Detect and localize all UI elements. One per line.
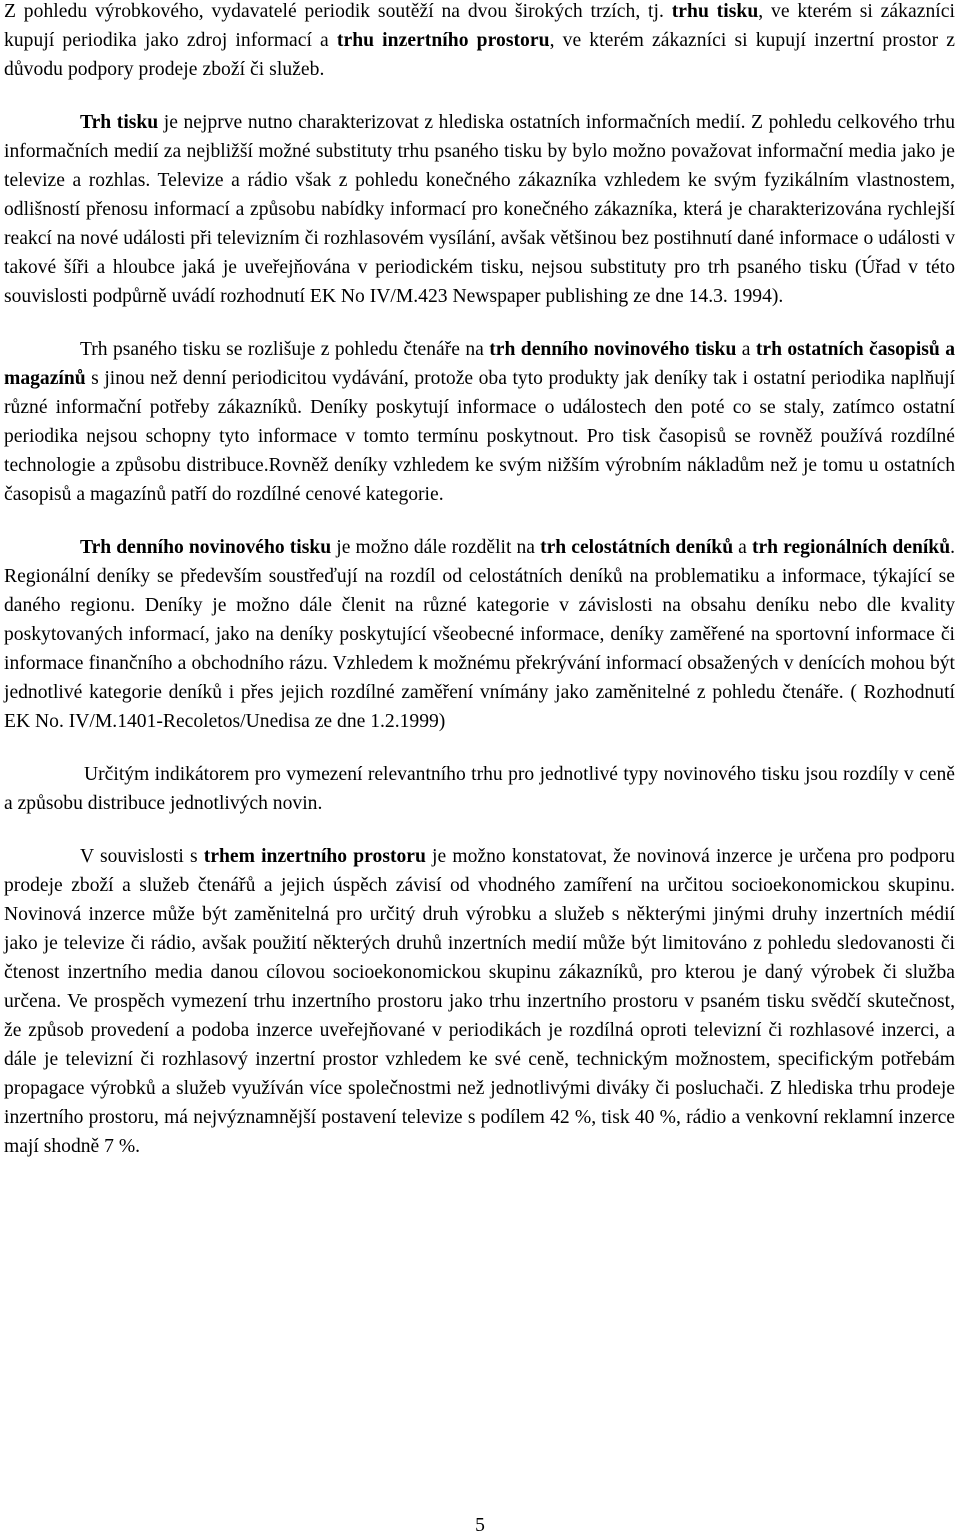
- document-page: [4, 0, 955, 1161]
- paragraph-inzertni-prostor: [4, 842, 955, 1161]
- bold-term: Trh tisku: [80, 112, 159, 133]
- text-segment: s jinou než denní periodicitou vydávání, protože oba tyto produkty jak deníky tak i ostatní periodika naplňují různé informační potřeby zákazníků. Deníky poskytují informace o událostech den poté co se staly, zatímco ostatní periodika nejsou schopny tyto informace v tomto termínu poskytnout. Pro tisk časopisů se rovněž používá rozdílné technologie a způsobu distribuce.Rovněž deníky vzhledem ke svým nižším výrobním nákladům než je tomu u ostatních časopisů a magazínů patří do rozdílné cenové kategorie.: [4, 368, 955, 505]
- text-segment: Z pohledu výrobkového, vydavatelé periodik soutěží na dvou širokých trzích, tj.: [4, 1, 672, 22]
- bold-term: trhu inzertního prostoru: [336, 30, 550, 51]
- text-segment: , ve kterém si zákazníci kupují periodika jako zdroj informací a: [4, 1, 955, 51]
- text-segment: Určitým indikátorem pro vymezení relevantního trhu pro jednotlivé typy novinového tisku jsou rozdíly v ceně a způsobu distribuce jednotlivých novin.: [4, 764, 955, 814]
- text-segment: je možno dále rozdělit na: [331, 537, 541, 558]
- bold-term: trh ostatních časopisů a magazínů: [4, 339, 955, 389]
- bold-term: trh denního novinového tisku: [489, 339, 737, 360]
- text-segment: je možno konstatovat, že novinová inzerce je určena pro podporu prodeje zboží a služeb čtenářů a jejich úspěch závisí od vhodného zamíření na určitou socioekonomickou skupinu. Novinová inzerce může být zaměnitelná pro určitý druh výrobku a služeb s některými jinými druhy inzertních médií jako je televize či rádio, avšak použití některých druhů inzertních medií může být limitováno z pohledu sledovanosti či čtenost inzertního media danou cílovou socioekonomickou skupinu zákazníků, pro kterou je daný výrobek či služba určena. Ve prospěch vymezení trhu inzertního prostoru jako trhu inzertního prostoru v psaném tisku svědčí skutečnost, že způsob provedení a podoba inzerce uveřejňované v periodikách je rozdílná oproti televizní či rozhlasové inzerci, a dále je televizní či rozhlasový inzertní prostor vzhledem ke své ceně, technickým možnostem, specifickým potřebám propagace výrobků a služeb využíván více společnostmi než jednotlivými diváky či posluchači. Z hlediska trhu prodeje inzertního prostoru, má nejvýznamnější postavení televize s podílem 42 %, tisk 40 %, rádio a venkovní reklamní inzerce mají shodně 7 %.: [4, 846, 955, 1157]
- bold-term: trh regionálních deníků: [751, 537, 951, 558]
- text-segment: je nejprve nutno charakterizovat z hlediska ostatních informačních medií. Z pohledu celkového trhu informačních medií za nejbližší možné substituty trhu psaného tisku by bylo možno považovat informační media jako je televize a rozhlas. Televize a rádio však z pohledu konečného zákazníka vzhledem ke svým fyzikálním vlastnostem, odlišností přenosu informací a způsobu nabídky informací pro konečného zákazníka, která je charakterizována rychlejší reakcí na nové události při televizním či rozhlasovém vysílání, avšak většinou bez postihnutí dané informace o události v takové šíři a hloubce jaká je uveřejňována v periodickém tisku, nejsou substituty pro trh psaného tisku (Úřad v této souvislosti podpůrně uvádí rozhodnutí EK No IV/M.423 Newspaper publishing ze dne 14.3. 1994).: [4, 112, 955, 307]
- page-number: 5: [475, 1515, 485, 1536]
- bold-term: trh celostátních deníků: [540, 537, 734, 558]
- bold-term: trhu tisku: [671, 1, 759, 22]
- text-segment: , ve kterém zákazníci si kupují inzertní prostor z důvodu podpory prodeje zboží či služeb.: [4, 30, 955, 80]
- paragraph-intro: [4, 0, 955, 84]
- paragraph-indikator: [4, 760, 955, 818]
- text-segment: Trh psaného tisku se rozlišuje z pohledu čtenáře na: [80, 339, 490, 360]
- paragraph-trh-denniho: [4, 533, 955, 736]
- bold-term: Trh denního novinového tisku: [80, 537, 332, 558]
- text-segment: . Regionální deníky se především soustřeďují na rozdíl od celostátních deníků na problematiku a informace, týkající se daného regionu. Deníky je možno dále členit na různé kategorie v závislosti na obsahu deníku nebo dle kvality poskytovaných informací, jako na deníky poskytující všeobecné informace, deníky zaměřené na sportovní informace či informace finančního a obchodního rázu. Vzhledem k možnému překrývání informací obsažených v denících mohou být jednotlivé kategorie deníků i přes jejich rozdílné zaměření vnímány jako zaměnitelné z pohledu čtenáře. ( Rozhodnutí EK No. IV/M.1401-Recoletos/Unedisa ze dne 1.2.1999): [4, 537, 956, 732]
- text-segment: a: [736, 339, 756, 360]
- paragraph-trh-psaneho-tisku: [4, 335, 955, 509]
- paragraph-trh-tisku: [4, 108, 955, 311]
- bold-term: trhem inzertního prostoru: [203, 846, 426, 867]
- text-segment: a: [733, 537, 752, 558]
- text-segment: V souvislosti s: [80, 846, 204, 867]
